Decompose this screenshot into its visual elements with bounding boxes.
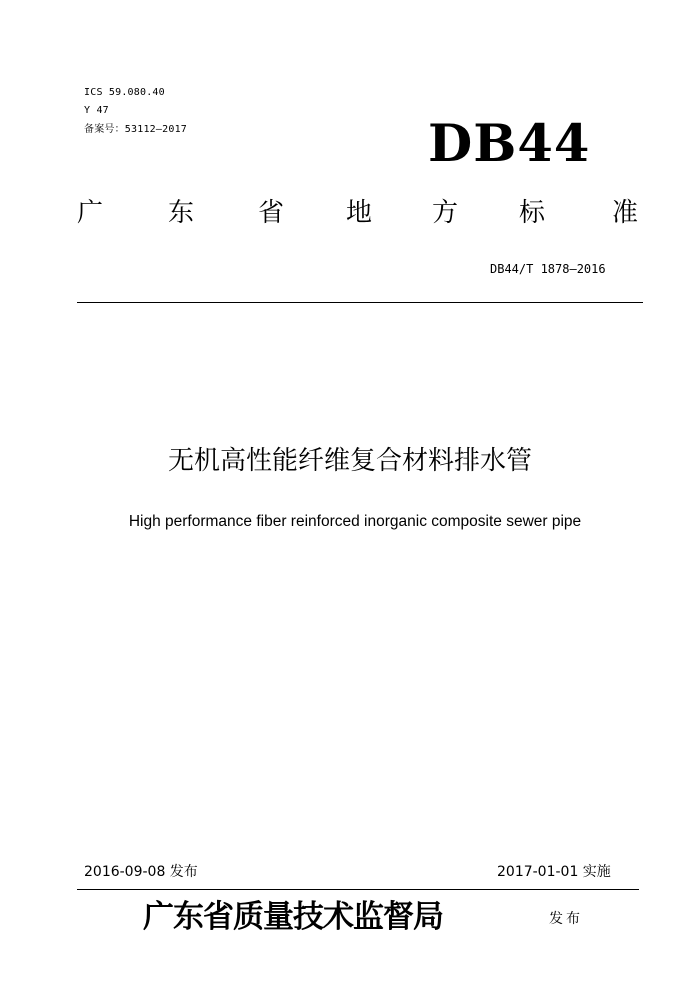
standard-type-char: 广 [76,198,103,228]
standard-type-char: 东 [167,198,194,228]
ics-code: ICS 59.080.40 [84,87,165,98]
standard-type-row [70,193,650,233]
filing-number: 备案号：53112—2017 [84,124,188,135]
issue-date: 2016-09-08 发布 [84,864,198,880]
standard-type-char: 方 [431,198,458,228]
db-logo: DB44 [428,114,591,174]
standard-number: DB44/T 1878—2016 [490,262,606,276]
issuing-authority: 广东省质量技术监督局 [143,899,443,935]
standard-type-char: 准 [611,198,638,228]
title-chinese: 无机高性能纤维复合材料排水管 [167,446,532,476]
title-english: High performance fiber reinforced inorganic composite sewer pipe [128,513,582,530]
top-divider [77,302,643,303]
standard-type-char: 地 [345,198,372,228]
issuing-label: 发布 [549,911,583,927]
standard-type-char: 标 [518,198,545,228]
bottom-divider [77,889,639,890]
implementation-date: 2017-01-01 实施 [497,864,611,880]
category-code: Y 47 [84,105,109,116]
standard-type-char: 省 [257,198,284,228]
